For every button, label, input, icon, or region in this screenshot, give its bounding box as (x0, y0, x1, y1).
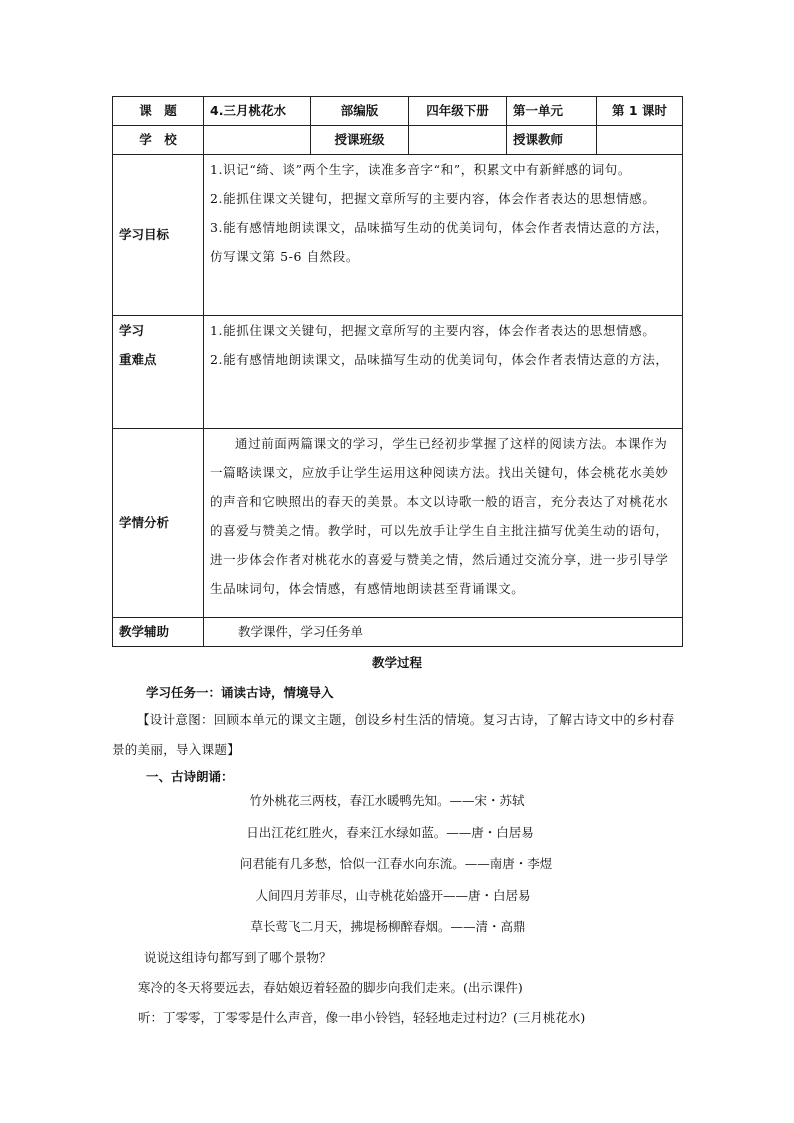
poem-line: 日出江花红胜火，春来江水绿如蓝。——唐・白居易 (246, 824, 534, 840)
period-cell: 第 1 课时 (597, 97, 683, 126)
aids-cell (204, 618, 683, 647)
teacher-label: 授课教师 (507, 126, 597, 155)
keypoints-label-line1: 学习 (119, 323, 145, 338)
keypoint-item: 2.能有感情地朗读课文，品味描写生动的优美词句，体会作者表情达意的方法， (210, 352, 669, 367)
table-row (113, 618, 683, 647)
keypoints-cell (204, 316, 683, 429)
recite-title: 一、古诗朗诵： (146, 769, 234, 784)
table-row (113, 97, 683, 126)
analysis-label: 学情分析 (113, 429, 204, 618)
teacher-value (597, 126, 683, 155)
keypoints-label (113, 316, 204, 429)
objective-item: 2.能抓住课文关键句，把握文章所写的主要内容，体会作者表达的思想情感。 (210, 191, 656, 206)
listen-paragraph: 听：丁零零，丁零零是什么声音，像一串小铃铛，轻轻地走过村边？(三月桃花水) (138, 1009, 586, 1025)
table-row (113, 429, 683, 618)
intro-paragraph: 寒冷的冬天将要远去，春姑娘迈着轻盈的脚步向我们走来。(出示课件) (138, 979, 523, 995)
aids-value: 教学课件，学习任务单 (238, 624, 364, 639)
design-intent: 【设计意图：回顾本单元的课文主题，创设乡村生活的情境。复习古诗，了解古诗文中的乡村春景的美丽，导入课题】 (112, 712, 675, 757)
lesson-plan-page (112, 96, 682, 1033)
objectives-label: 学习目标 (113, 155, 204, 316)
poem-list (112, 785, 682, 943)
class-value (409, 126, 507, 155)
table-row (113, 316, 683, 429)
topic-label: 课 题 (113, 97, 204, 126)
task1-title: 学习任务一：诵读古诗，情境导入 (146, 685, 334, 700)
analysis-cell (204, 429, 683, 618)
table-row (113, 155, 683, 316)
table-row (113, 126, 683, 155)
poem-line: 问君能有几多愁，恰似一江春水向东流。——南唐・李煜 (239, 856, 553, 871)
poem-line: 草长莺飞二月天，拂堤杨柳醉春烟。——清・高鼎 (250, 919, 526, 934)
edition-cell: 部编版 (311, 97, 409, 126)
poem-line: 人间四月芳菲尽，山寺桃花始盛开——唐・白居易 (255, 887, 531, 903)
poem-line: 竹外桃花三两枝，春江水暖鸭先知。——宋・苏轼 (249, 793, 525, 808)
question-text: 说说这组诗句都写到了哪个景物？ (144, 949, 332, 965)
school-value (204, 126, 311, 155)
class-label: 授课班级 (311, 126, 409, 155)
objective-item: 1.识记“绮、谈”两个生字，读准多音字“和”，积累文中有新鲜感的词句。 (210, 162, 631, 177)
keypoints-label-line2: 重难点 (119, 352, 157, 367)
school-label: 学 校 (113, 126, 204, 155)
lesson-info-table (112, 96, 683, 647)
objective-item: 3.能有感情地朗读课文，品味描写生动的优美词句，体会作者表情达意的方法，仿写课文第 5-6 自然段。 (210, 220, 669, 264)
aids-label: 教学辅助 (113, 618, 204, 647)
lesson-title: 4.三月桃花水 (204, 97, 311, 126)
grade-cell: 四年级下册 (409, 97, 507, 126)
analysis-text: 通过前面两篇课文的学习，学生已经初步掌握了这样的阅读方法。本课作为一篇略读课文，应放手让学生运用这种阅读方法。找出关键句，体会桃花水美妙的声音和它映照出的春天的美景。本文以诗歌一般的语言，充分表达了对桃花水的喜爱与赞美之情。教学时，可以先放手让学生自主批注描写优美生动的语句，进一步体会作者对桃花水的喜爱与赞美之情，然后通过交流分享，进一步引导学生品味词句，体会情感，有感情地朗读甚至背诵课文。 (210, 436, 669, 596)
objectives-cell (204, 155, 683, 316)
keypoint-item: 1.能抓住课文关键句，把握文章所写的主要内容，体会作者表达的思想情感。 (210, 323, 656, 338)
process-title: 教学过程 (371, 655, 422, 670)
unit-cell: 第一单元 (507, 97, 597, 126)
